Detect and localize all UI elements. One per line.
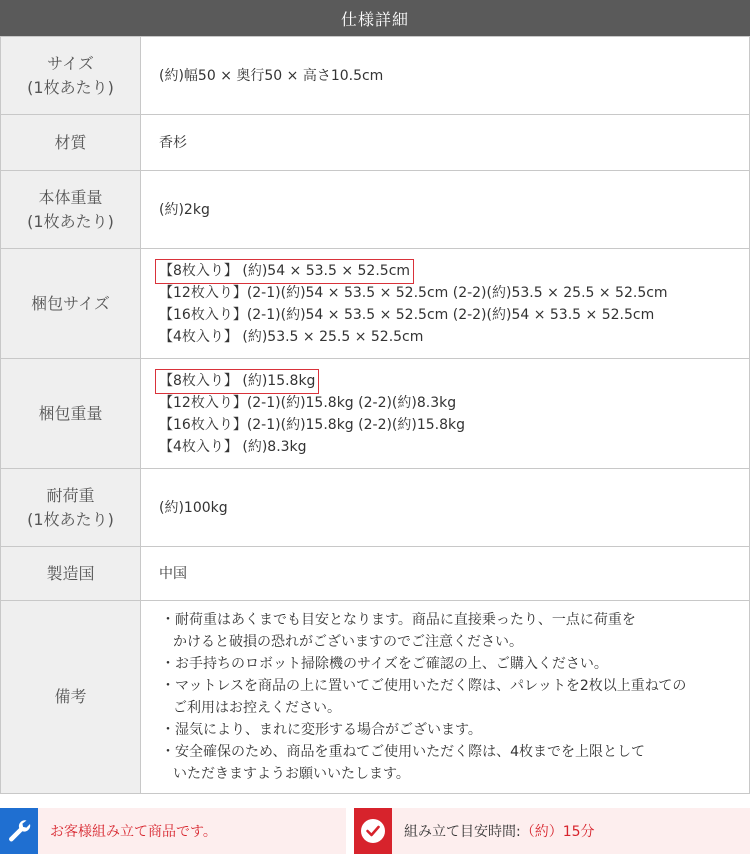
row-origin — [1, 547, 750, 601]
assembly-text: お客様組み立て商品です。 — [50, 824, 217, 840]
row-size — [1, 37, 750, 115]
clock-icon — [354, 808, 392, 854]
label-notes: 備考 — [1, 601, 141, 794]
label-load-main: 耐荷重 — [46, 485, 95, 505]
pack-size-line: 【16枚入り】(2-1)(約)54 × 53.5 × 52.5cm (2-2)(約)54 × 53.5 × 52.5cm — [159, 306, 655, 323]
label-pack-size: 梱包サイズ — [1, 249, 141, 359]
footer-badges — [0, 808, 750, 854]
row-pack-size — [1, 249, 750, 359]
value-pack-weight — [141, 359, 750, 469]
pack-weight-highlight: 【8枚入り】 (約)15.8kg — [159, 370, 315, 392]
note-line: かけると破損の恐れがございますのでご注意ください。 — [173, 634, 523, 650]
assembly-time-text — [404, 821, 595, 841]
row-load — [1, 469, 750, 547]
assembly-time-value: （約）15分 — [520, 824, 595, 840]
assembly-time-label: 組み立て目安時間: — [404, 824, 521, 840]
label-load — [1, 469, 141, 547]
label-pack-weight: 梱包重量 — [1, 359, 141, 469]
label-load-sub: (1枚あたり) — [27, 509, 114, 529]
note-line: ・安全確保のため、商品を重ねてご使用いただく際は、4枚までを上限として — [161, 744, 645, 760]
note-line: ・マットレスを商品の上に置いてご使用いただく際は、パレットを2枚以上重ねての — [161, 678, 687, 694]
label-size — [1, 37, 141, 115]
value-notes — [141, 601, 750, 794]
label-weight-main: 本体重量 — [38, 187, 103, 207]
label-weight — [1, 171, 141, 249]
row-pack-weight — [1, 359, 750, 469]
spec-header — [0, 0, 750, 36]
assembly-badge — [0, 808, 346, 854]
note-line: いただきますようお願いいたします。 — [173, 766, 410, 782]
spec-title: 仕様詳細 — [340, 9, 409, 29]
value-origin: 中国 — [141, 547, 750, 601]
pack-weight-line: 【16枚入り】(2-1)(約)15.8kg (2-2)(約)15.8kg — [159, 416, 466, 433]
value-size: (約)幅50 × 奥行50 × 高さ10.5cm — [141, 37, 750, 115]
label-material: 材質 — [1, 115, 141, 171]
wrench-icon — [0, 808, 38, 854]
pack-weight-line: 【12枚入り】(2-1)(約)15.8kg (2-2)(約)8.3kg — [159, 394, 457, 411]
label-origin: 製造国 — [1, 547, 141, 601]
note-line: ご利用はお控えください。 — [173, 700, 341, 716]
note-line: ・お手持ちのロボット掃除機のサイズをご確認の上、ご購入ください。 — [161, 656, 608, 672]
value-weight: (約)2kg — [141, 171, 750, 249]
pack-size-line: 【4枚入り】 (約)53.5 × 25.5 × 52.5cm — [159, 328, 424, 345]
pack-size-line: 【12枚入り】(2-1)(約)54 × 53.5 × 52.5cm (2-2)(約)53.5 × 25.5 × 52.5cm — [159, 284, 668, 301]
row-notes — [1, 601, 750, 794]
pack-size-line — [159, 260, 749, 282]
note-line: ・湿気により、まれに変形する場合がございます。 — [161, 722, 482, 738]
row-weight — [1, 171, 750, 249]
value-pack-size — [141, 249, 750, 359]
spec-table — [0, 36, 750, 794]
label-size-main: サイズ — [47, 53, 94, 73]
notes-list — [159, 609, 749, 785]
row-material — [1, 115, 750, 171]
label-size-sub: (1枚あたり) — [27, 77, 114, 97]
value-load: (約)100kg — [141, 469, 750, 547]
note-line: ・耐荷重はあくまでも目安となります。商品に直接乗ったり、一点に荷重を — [161, 612, 636, 628]
value-material: 香杉 — [141, 115, 750, 171]
label-weight-sub: (1枚あたり) — [27, 211, 114, 231]
assembly-time-badge — [354, 808, 750, 854]
pack-weight-line: 【4枚入り】 (約)8.3kg — [159, 438, 307, 455]
pack-size-highlight: 【8枚入り】 (約)54 × 53.5 × 52.5cm — [159, 260, 410, 282]
pack-weight-line — [159, 370, 749, 392]
